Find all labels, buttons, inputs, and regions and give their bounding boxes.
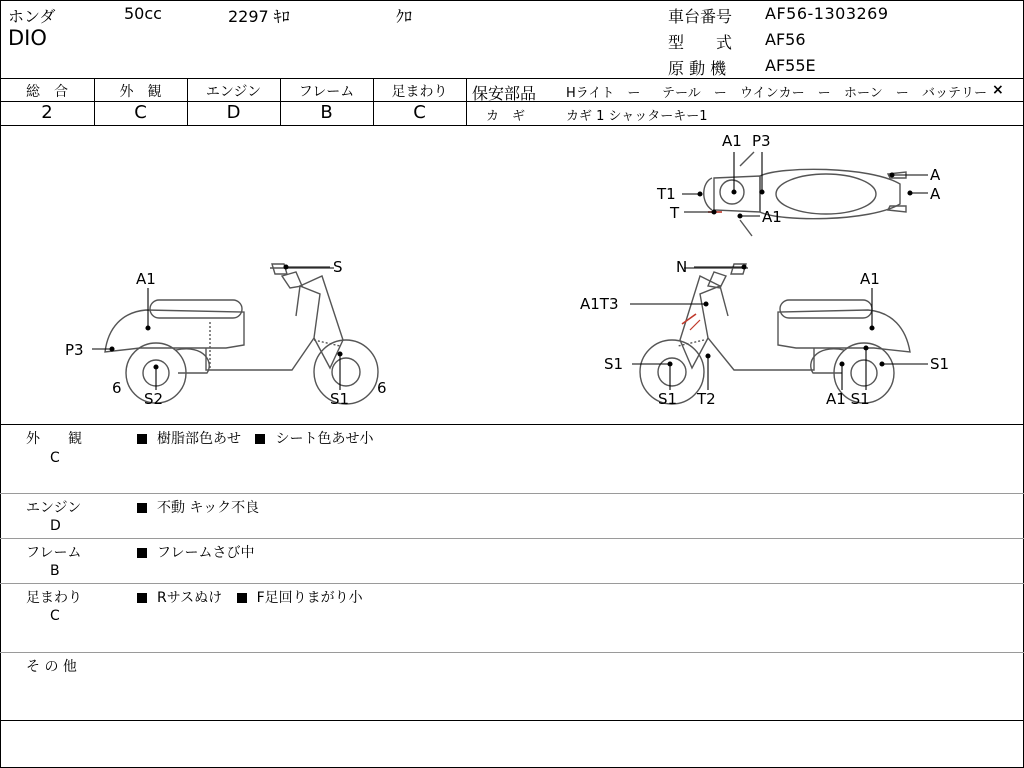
type-label: 型 式 [668, 33, 733, 52]
safety-horn: ホーン ー [844, 86, 909, 101]
label-left-6b: 6 [377, 379, 387, 397]
remark-engine-text [137, 497, 259, 517]
bullet-icon [237, 593, 247, 603]
remark-exterior-item2: シート色あせ小 [275, 431, 374, 447]
remark-frame-text [137, 542, 254, 562]
safety-winker: ウインカー ー [740, 86, 831, 101]
remark-frame-item1: フレームさび中 [157, 545, 255, 561]
key-value: カギ 1 シャッターキー1 [566, 109, 708, 124]
safety-tail: テール ー [662, 86, 727, 101]
remark-exterior-text [137, 428, 373, 448]
divider [0, 493, 1024, 494]
displacement: 50cc [124, 4, 162, 23]
model-name: DIO [8, 26, 47, 50]
damage-diagram [0, 126, 1024, 424]
divider [0, 424, 1024, 425]
divider [467, 101, 1024, 102]
bullet-icon [137, 548, 147, 558]
grade-header-total: 総 合 [26, 84, 68, 100]
remark-other-title: そ の 他 [26, 659, 77, 675]
remark-engine-grade: D [50, 518, 61, 534]
label-left-s2: S2 [144, 390, 164, 408]
divider [0, 538, 1024, 539]
remark-exterior-item1: 樹脂部色あせ [157, 431, 241, 447]
label-right-a1t3: A1T3 [580, 295, 619, 313]
grade-total: 2 [41, 102, 53, 123]
grade-frame: B [320, 102, 333, 123]
color: ｸﾛ [396, 7, 413, 26]
label-top-a: A [930, 166, 941, 184]
battery-mark: × [992, 82, 1004, 98]
grade-header-exterior: 外 観 [119, 84, 162, 100]
label-left-s: S [333, 258, 343, 276]
label-right-s1b: S1 [658, 390, 678, 408]
remark-suspension-item1: Rサスぬけ [157, 590, 223, 606]
remark-exterior-title: 外 観 [26, 431, 82, 447]
label-right-a1: A1 [860, 270, 880, 288]
remark-frame-title: フレーム [26, 545, 82, 561]
label-left-p3: P3 [65, 341, 84, 359]
label-left-s1: S1 [330, 390, 350, 408]
bullet-icon [255, 434, 265, 444]
frame-no-label: 車台番号 [668, 7, 733, 26]
label-right-t2: T2 [697, 390, 716, 408]
callout-lines [92, 152, 928, 390]
grade-suspension: C [413, 102, 426, 123]
label-right-a1s1: A1 S1 [826, 390, 870, 408]
key-label: カ ギ [486, 109, 526, 124]
label-top-t: T [670, 204, 680, 222]
remark-exterior-grade: C [50, 450, 60, 466]
label-top-a1: A1 [722, 132, 742, 150]
divider [0, 583, 1024, 584]
label-right-s1c: S1 [930, 355, 950, 373]
label-right-n: N [676, 258, 688, 276]
safety-battery: バッテリー [922, 86, 988, 101]
bullet-icon [137, 503, 147, 513]
label-right-s1a: S1 [604, 355, 624, 373]
safety-label: 保安部品 [472, 84, 537, 103]
mileage: 2297 ｷﾛ [228, 7, 290, 26]
remark-suspension-item2: F足回りまがり小 [256, 590, 363, 606]
remark-suspension-title: 足まわり [26, 590, 82, 606]
remark-engine-title: エンジン [26, 500, 82, 516]
label-top-t1: T1 [657, 185, 676, 203]
grade-header-frame: フレーム [298, 84, 355, 100]
label-top-p3: P3 [752, 132, 771, 150]
bullet-icon [137, 434, 147, 444]
label-top-a2: A [930, 185, 941, 203]
remark-suspension-grade: C [50, 608, 60, 624]
grade-engine: D [226, 102, 241, 123]
divider [0, 78, 1024, 79]
remark-engine-item1: 不動 キック不良 [157, 500, 260, 516]
divider [0, 720, 1024, 721]
grade-header-engine: エンジン [205, 84, 262, 100]
label-left-a1: A1 [136, 270, 156, 288]
divider [0, 652, 1024, 653]
maker: ホンダ [8, 7, 56, 26]
bullet-icon [137, 593, 147, 603]
engine-value: AF55E [765, 56, 816, 75]
remark-suspension-text [137, 587, 363, 607]
grade-exterior: C [134, 102, 147, 123]
remark-frame-grade: B [50, 563, 60, 579]
label-left-6a: 6 [112, 379, 122, 397]
frame-no: AF56-1303269 [765, 4, 889, 23]
grade-header-suspension: 足まわり [391, 84, 448, 100]
engine-label: 原 動 機 [668, 59, 727, 78]
label-top-a1b: A1 [762, 208, 782, 226]
safety-headlight: Hライト ー [566, 86, 641, 101]
type-value: AF56 [765, 30, 806, 49]
